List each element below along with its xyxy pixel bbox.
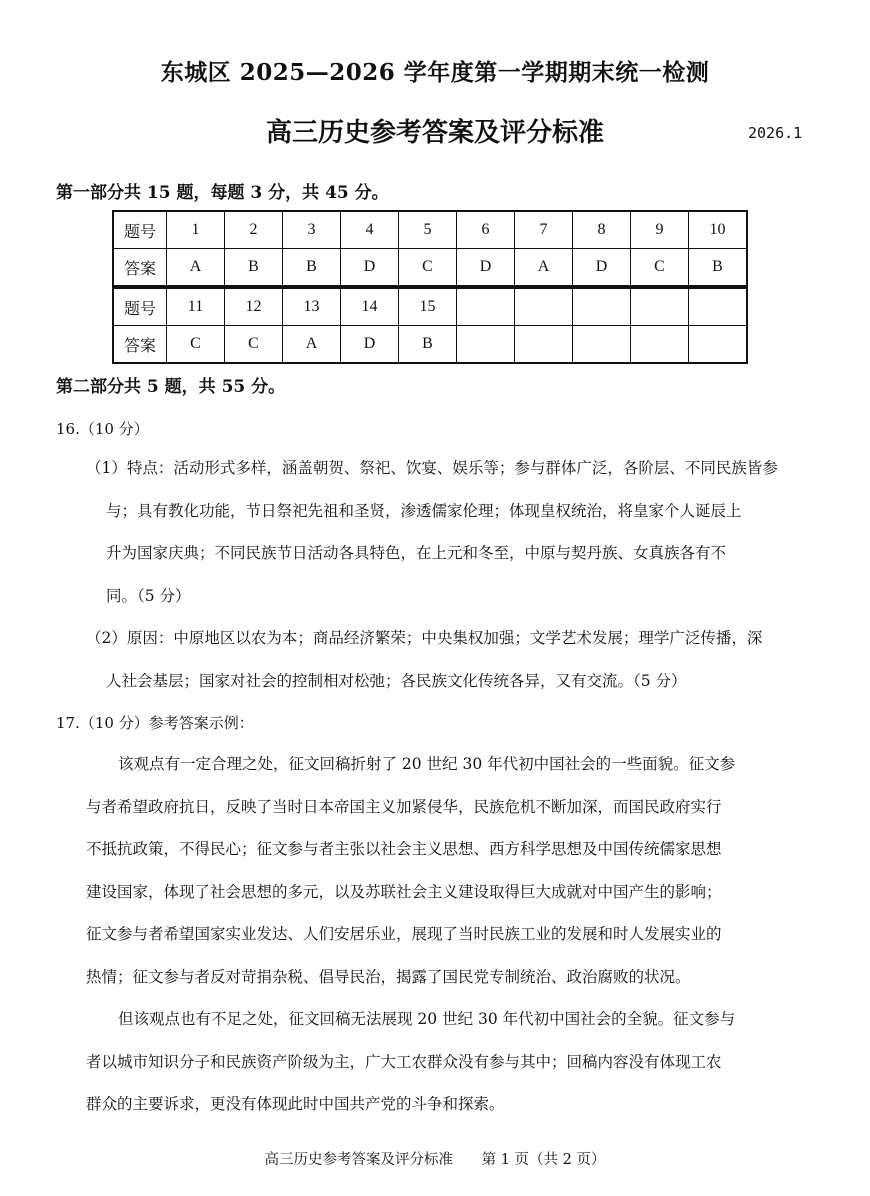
text-line: 者以城市知识分子和民族资产阶级为主，广大工农群众没有参与其中；回稿内容没有体现工农: [86, 1052, 722, 1071]
table-cell: [573, 288, 631, 326]
text-line: 不抵抗政策，不得民心；征文参与者主张以社会主义思想、西方科学思想及中国传统儒家思想: [86, 840, 722, 858]
answer-table-2: [112, 287, 748, 364]
table-cell: 2: [225, 211, 283, 249]
table-cell: B: [399, 326, 457, 364]
page-footer: [0, 1148, 870, 1169]
text-line: 人社会基层；国家对社会的控制相对松弛；各民族文化传统各异，又有交流。（5 分）: [106, 671, 687, 690]
table-cell: B: [689, 249, 748, 287]
table-cell: C: [631, 249, 689, 287]
row-label-question: 题号: [113, 211, 167, 249]
table-cell: [631, 326, 689, 364]
document-subtitle: 高三历史参考答案及评分标准: [265, 118, 604, 148]
table-cell: 15: [399, 288, 457, 326]
text-line: 建设国家，体现了社会思想的多元，以及苏联社会主义建设取得巨大成就对中国产生的影响；: [86, 882, 722, 901]
text-line: 但该观点也有不足之处，征文回稿无法展现 20 世纪 30 年代初中国社会的全貌。征文参与: [118, 1010, 736, 1028]
table-cell: 3: [283, 211, 341, 249]
table-row-answers: [113, 249, 747, 287]
table-cell: [457, 288, 515, 326]
table-cell: 1: [167, 211, 225, 249]
text-line: 升为国家庆典；不同民族节日活动各具特色，在上元和冬至，中原与契丹族、女真族各有不: [106, 544, 727, 562]
table-cell: D: [341, 249, 399, 287]
table-row-answers: [113, 326, 747, 364]
table-cell: [689, 326, 748, 364]
table-cell: [457, 326, 515, 364]
exam-title: 东城区 2025—2026 学年度第一学期期末统一检测: [160, 59, 710, 86]
part2-heading: 第二部分共 5 题，共 55 分。: [56, 377, 286, 397]
table-cell: D: [457, 249, 515, 287]
text-line: 与者希望政府抗日，反映了当时日本帝国主义加紧侵华，民族危机不断加深，而国民政府实行: [86, 797, 722, 816]
table-cell: D: [341, 326, 399, 364]
row-label-question: 题号: [113, 288, 167, 326]
text-line: 热情；征文参与者反对苛捐杂税、倡导民治，揭露了国民党专制统治、政治腐败的状况。: [86, 967, 691, 986]
table-row-numbers: [113, 288, 747, 326]
table-cell: A: [515, 249, 573, 287]
q16-answer-part2: [86, 617, 816, 702]
text-line: 该观点有一定合理之处，征文回稿折射了 20 世纪 30 年代初中国社会的一些面貌。征文参: [118, 755, 736, 773]
table-cell: 7: [515, 211, 573, 249]
table-cell: B: [225, 249, 283, 287]
text-line: （2）原因：中原地区以农为本；商品经济繁荣；中央集权加强；文学艺术发展；理学广泛传播，深: [86, 629, 763, 647]
table-cell: C: [399, 249, 457, 287]
table-cell: C: [225, 326, 283, 364]
q17-paragraph-2: [56, 998, 816, 1126]
table-cell: 9: [631, 211, 689, 249]
table-cell: 12: [225, 288, 283, 326]
table-cell: A: [283, 326, 341, 364]
table-cell: [515, 288, 573, 326]
table-cell: [515, 326, 573, 364]
answer-table-1: [112, 210, 748, 287]
q16-answer-part1: [86, 447, 816, 617]
question-16-label: 16.（10 分）: [56, 420, 149, 438]
footer-page-number: 第 1 页（共 2 页）: [481, 1152, 606, 1168]
table-cell: D: [573, 249, 631, 287]
table-cell: 11: [167, 288, 225, 326]
text-line: 征文参与者希望国家实业发达、人们安居乐业，展现了当时民族工业的发展和时人发展实业的: [86, 925, 722, 943]
row-label-answer: 答案: [113, 326, 167, 364]
text-line: （1）特点：活动形式多样，涵盖朝贺、祭祀、饮宴、娱乐等；参与群体广泛，各阶层、不同民族皆参: [86, 459, 778, 477]
table-row-numbers: [113, 211, 747, 249]
table-cell: B: [283, 249, 341, 287]
part1-heading: 第一部分共 15 题，每题 3 分，共 45 分。: [56, 183, 389, 203]
table-cell: 10: [689, 211, 748, 249]
table-cell: 5: [399, 211, 457, 249]
table-cell: 4: [341, 211, 399, 249]
text-line: 与；具有教化功能，节日祭祀先祖和圣贤，渗透儒家伦理；体现皇权统治，将皇家个人诞辰上: [106, 501, 742, 520]
table-cell: [573, 326, 631, 364]
table-cell: 14: [341, 288, 399, 326]
text-line: 群众的主要诉求，更没有体现此时中国共产党的斗争和探索。: [86, 1095, 505, 1113]
question-17-label: 17.（10 分）参考答案示例：: [56, 714, 254, 732]
table-cell: 8: [573, 211, 631, 249]
q17-paragraph-1: [56, 743, 816, 998]
text-line: 同。（5 分）: [106, 586, 191, 605]
document-date: 2026.1: [748, 124, 803, 142]
table-cell: [689, 288, 748, 326]
footer-doc-title: 高三历史参考答案及评分标准: [264, 1152, 453, 1168]
table-cell: 13: [283, 288, 341, 326]
table-cell: C: [167, 326, 225, 364]
table-cell: [631, 288, 689, 326]
table-cell: 6: [457, 211, 515, 249]
table-cell: A: [167, 249, 225, 287]
row-label-answer: 答案: [113, 249, 167, 287]
